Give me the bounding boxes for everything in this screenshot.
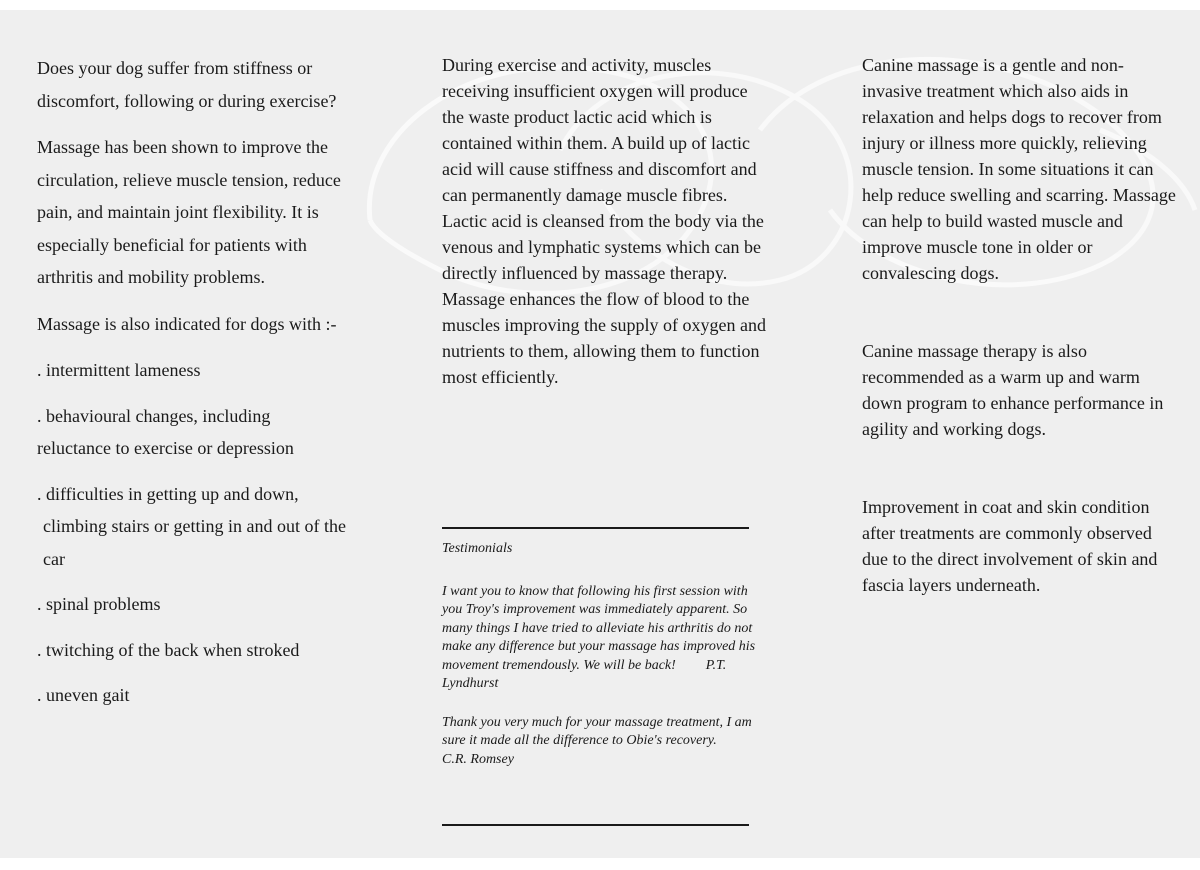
testimonials-heading: Testimonials [442, 541, 513, 556]
list-item [37, 634, 357, 667]
canine-massage-paragraph: Canine massage is a gentle and non-invasive treatment which also aids in relaxation and helps dogs to recover from injury or illness more quickly, relieving muscle tension. In some situations it can help reduce swelling and scarring. Massage can help to build wasted muscle and improve muscle tone in older or convalescing dogs. [862, 55, 1176, 283]
testimonial-author: C.R. Romsey [442, 751, 514, 767]
list-item [37, 588, 357, 621]
coat-skin-paragraph: Improvement in coat and skin condition after treatments are commonly observed due to the direct involvement of skin and fascia layers underneath. [862, 497, 1158, 595]
list-item-continuation: reluctance to exercise or depression [37, 438, 294, 458]
indications-intro: Massage is also indicated for dogs with :- [37, 313, 337, 334]
testimonial-item [442, 714, 762, 770]
list-item [37, 354, 357, 387]
divider-bottom [442, 824, 749, 826]
brochure-page [0, 10, 1200, 858]
list-item-text: . uneven gait [37, 685, 130, 705]
benefits-paragraph: Massage has been shown to improve the circulation, relieve muscle tension, reduce pain, and maintain joint flexibility. It is especially beneficial for patients with arthritis and mobility problems. [37, 137, 341, 287]
testimonial-author: P.T. Lyndhurst [442, 657, 727, 691]
testimonial-quote: I want you to know that following his first session with you Troy's improvement was immediately apparent. So many things I have tried to alleviate his arthritis do not make any difference but your massage has improved his movement tremendously. We will be back! [442, 583, 756, 673]
column-right [862, 52, 1182, 598]
list-item [37, 478, 357, 576]
column-left [37, 52, 357, 725]
list-item-text: . behavioural changes, including [37, 405, 271, 426]
warm-up-paragraph: Canine massage therapy is also recommended as a warm up and warm down program to enhance performance in agility and working dogs. [862, 341, 1164, 439]
lactic-acid-paragraph: During exercise and activity, muscles receiving insufficient oxygen will produce the waste product lactic acid which is contained within them. A build up of lactic acid will cause stiffness and discomfort and can permanently damage muscle fibres. Lactic acid is cleansed from the body via the venous and lymphatic systems which can be directly influenced by massage therapy. Massage enhances the flow of blood to the muscles improving the supply of oxygen and nutrients to them, allowing them to function most efficiently. [442, 55, 766, 387]
testimonial-item [442, 583, 762, 694]
column-middle [442, 52, 772, 390]
divider-top [442, 527, 749, 529]
indications-list [37, 354, 357, 712]
list-item-text: . difficulties in getting up and down, [37, 483, 299, 504]
list-item [37, 679, 357, 712]
intro-question: Does your dog suffer from stiffness or discomfort, following or during exercise? [37, 58, 337, 111]
list-item-continuation: climbing stairs or getting in and out of the car [43, 516, 346, 569]
list-item-text: . twitching of the back when stroked [37, 639, 300, 660]
testimonials-section [442, 540, 762, 789]
list-item-text: . spinal problems [37, 594, 161, 614]
list-item [37, 400, 357, 465]
testimonial-quote: Thank you very much for your massage treatment, I am sure it made all the difference to Obie's recovery. [442, 714, 752, 748]
list-item-text: . intermittent lameness [37, 360, 201, 380]
